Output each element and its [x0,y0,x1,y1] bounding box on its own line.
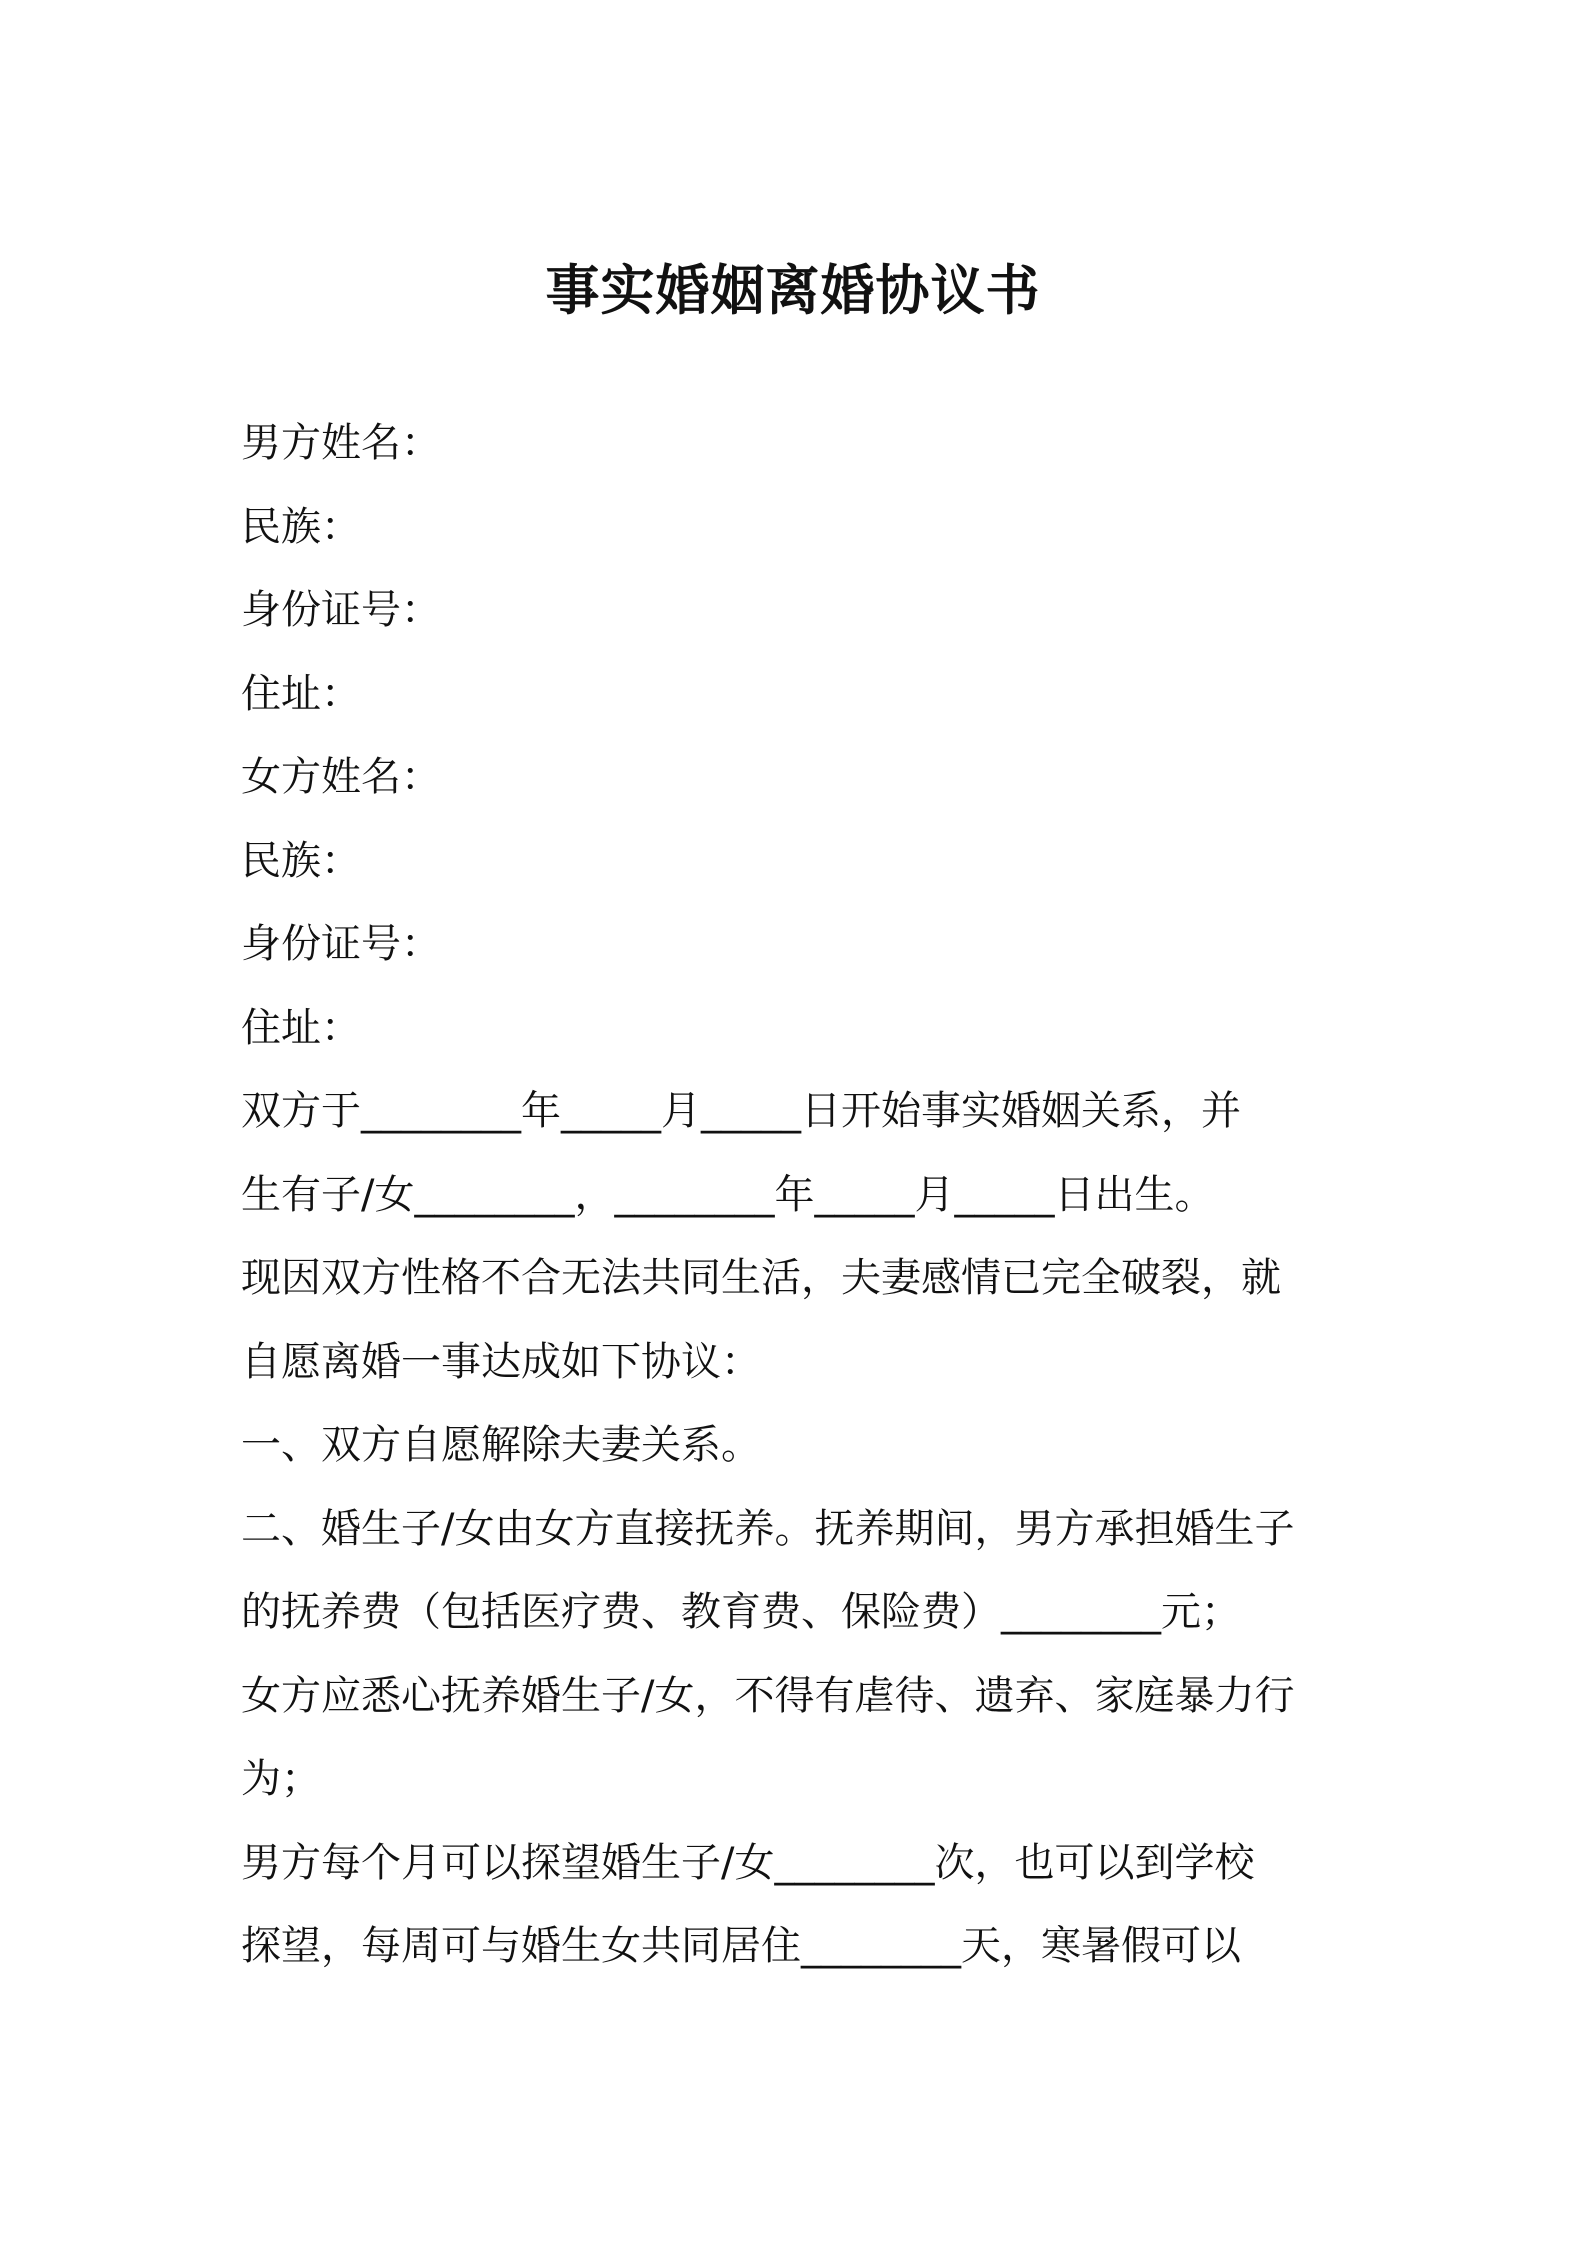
text-line: 住址： [241,670,361,717]
male-id-number-line [241,569,1351,653]
text-line: 的抚养费（包括医疗费、教育费、保险费）________元； [241,1589,1241,1635]
text-line: 现因双方性格不合无法共同生活，夫妻感情已完全破裂，就 [241,1255,1281,1301]
text-line: 女方应悉心抚养婚生子/女，不得有虐待、遗弃、家庭暴力行 [241,1672,1295,1719]
text-line: 生有子/女________，________年_____月_____日出生。 [241,1171,1215,1218]
document-title: 事实婚姻离婚协议书 [545,259,1041,322]
male-address-line [241,653,1351,737]
text-line: 女方姓名： [241,754,441,800]
female-name-line [241,736,1351,820]
text-line: 民族： [241,837,361,884]
female-id-number-line [241,903,1351,987]
male-name-line [241,402,1351,486]
document-body [241,402,1351,1989]
visitation-line [241,1822,1351,1906]
visitation-continued-line [241,1905,1351,1989]
text-line: 自愿离婚一事达成如下协议： [241,1338,761,1385]
text-line: 双方于________年_____月_____日开始事实婚姻关系，并 [241,1088,1241,1134]
text-line: 二、婚生子/女由女方直接抚养。抚养期间，男方承担婚生子 [241,1505,1295,1552]
text-line: 民族： [241,503,361,550]
child-support-line [241,1571,1351,1655]
clause-1-line [241,1404,1351,1488]
custody-duty-line [241,1655,1351,1739]
agreement-intro-line [241,1321,1351,1405]
text-line: 身份证号： [241,587,441,633]
reason-line [241,1237,1351,1321]
female-address-line [241,987,1351,1071]
text-line: 身份证号： [241,921,441,967]
text-line: 男方姓名： [241,420,441,466]
marriage-start-date-line [241,1070,1351,1154]
text-line: 一、双方自愿解除夫妻关系。 [241,1422,761,1468]
text-line: 男方每个月可以探望婚生子/女________次，也可以到学校 [241,1839,1255,1886]
text-line: 探望，每周可与婚生女共同居住________天，寒暑假可以 [241,1923,1241,1969]
custody-duty-end-line [241,1738,1351,1822]
text-line: 住址： [241,1004,361,1051]
text-line: 为； [241,1756,321,1802]
female-ethnicity-line [241,820,1351,904]
clause-2-line [241,1488,1351,1572]
child-birth-line [241,1154,1351,1238]
male-ethnicity-line [241,486,1351,570]
